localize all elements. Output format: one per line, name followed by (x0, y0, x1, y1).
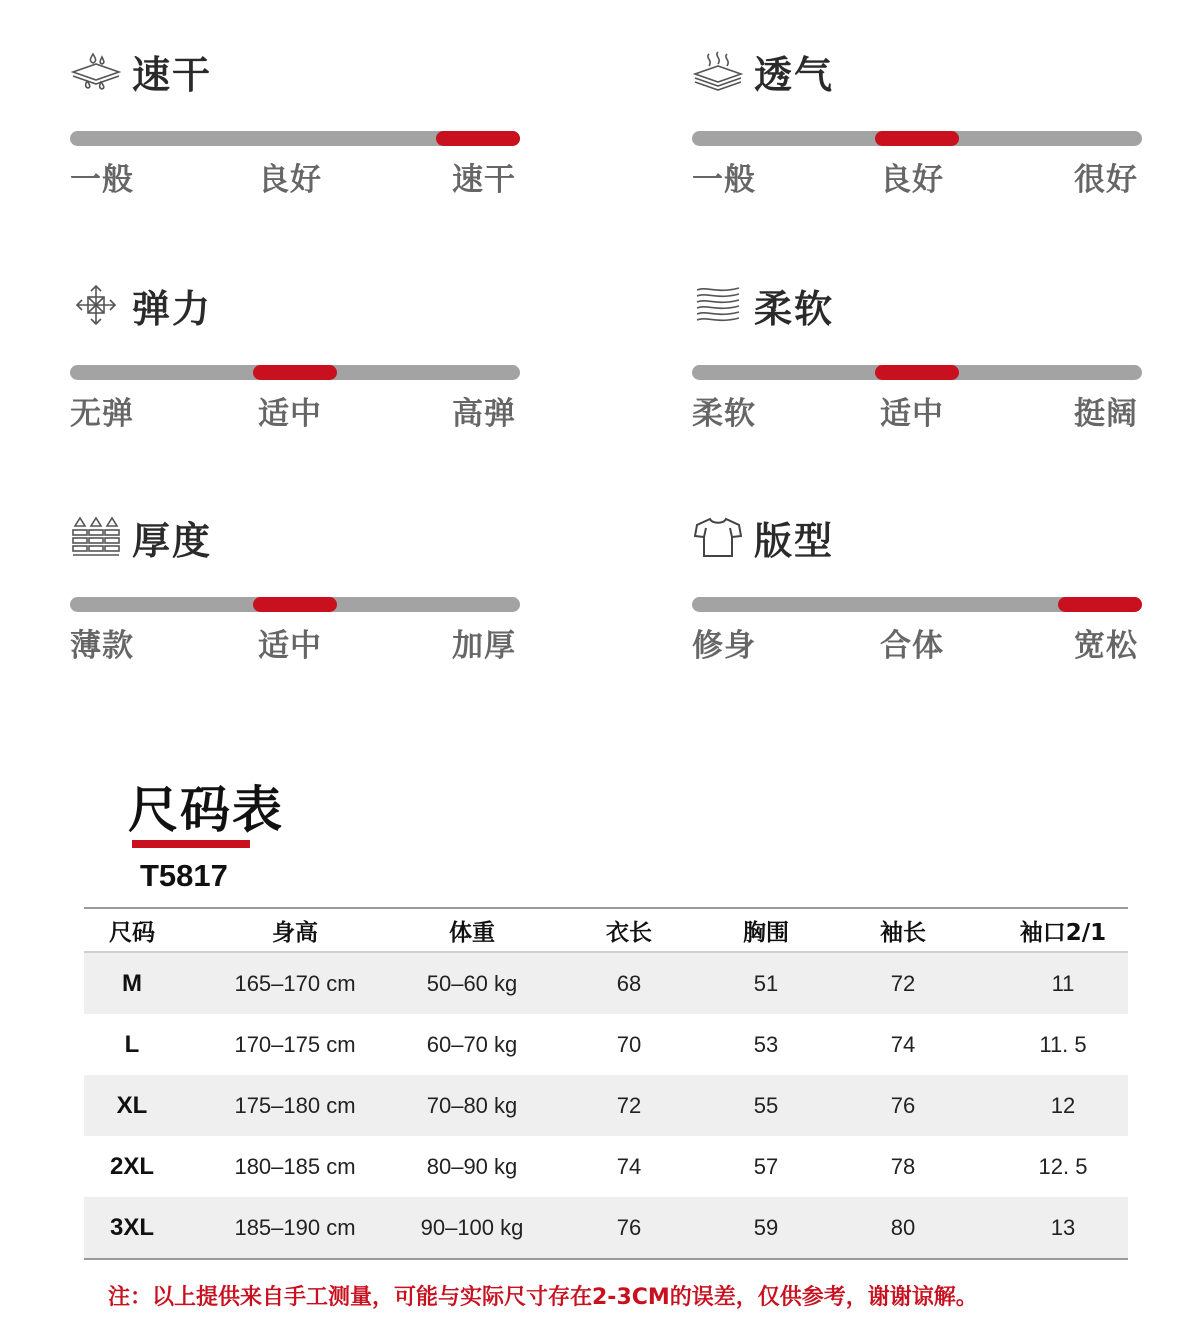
attr-quick-dry (70, 46, 522, 216)
title-underline (132, 840, 250, 848)
table-cell: 60–70 kg (426, 1031, 518, 1057)
level-labels (70, 388, 520, 432)
attr-title: 弹力 (132, 286, 213, 331)
attr-softness (692, 280, 1144, 450)
attr-title: 透气 (754, 52, 835, 97)
attr-thickness (70, 512, 522, 682)
header-cell: 身高 (272, 919, 318, 946)
level-bar (70, 365, 520, 380)
level-label-mid: 适中 (258, 628, 322, 664)
attr-stretch (70, 280, 522, 450)
table-row (84, 953, 1128, 1014)
attr-header (692, 46, 834, 96)
table-cell: 175–180 cm (234, 1092, 356, 1118)
tshirt-fit-icon (692, 515, 744, 559)
table-cell: 76 (616, 1214, 642, 1240)
table-row (84, 1197, 1128, 1258)
table-cell: 53 (753, 1031, 779, 1057)
table-cell: 185–190 cm (234, 1214, 356, 1240)
level-label-low: 无弹 (70, 396, 134, 432)
level-label-high: 速干 (452, 162, 516, 198)
table-cell: 50–60 kg (426, 970, 518, 996)
table-cell: 74 (616, 1153, 642, 1179)
level-labels (692, 620, 1142, 664)
table-cell: M (122, 969, 142, 997)
level-bar (692, 131, 1142, 146)
product-code: T5817 (140, 858, 228, 893)
table-cell: 76 (890, 1092, 916, 1118)
table-cell: 12 (1050, 1092, 1076, 1118)
table-cell: 13 (1050, 1214, 1076, 1240)
table-cell: 12. 5 (1038, 1153, 1088, 1179)
table-cell: 80–90 kg (426, 1153, 518, 1179)
level-bar (70, 131, 520, 146)
level-label-high: 挺阔 (1074, 396, 1138, 432)
level-indicator (436, 131, 520, 146)
level-label-mid: 良好 (880, 162, 944, 198)
header-cell: 袖长 (880, 919, 926, 946)
attr-header (70, 280, 212, 330)
level-labels (70, 620, 520, 664)
table-cell: 70–80 kg (426, 1092, 518, 1118)
header-cell: 袖口2/1 (1019, 919, 1107, 946)
table-row (84, 1014, 1128, 1075)
table-cell: 180–185 cm (234, 1153, 356, 1179)
table-cell: 51 (753, 970, 779, 996)
attr-title: 速干 (132, 52, 213, 97)
table-cell: 59 (753, 1214, 779, 1240)
table-cell: 11 (1051, 970, 1075, 996)
stretch-icon (70, 283, 122, 327)
level-label-low: 柔软 (692, 396, 756, 432)
level-label-mid: 良好 (258, 162, 322, 198)
table-cell: 80 (890, 1214, 916, 1240)
breathable-icon (692, 49, 744, 93)
level-labels (70, 154, 520, 198)
table-bottom-border (84, 1258, 1128, 1260)
softness-icon (692, 283, 744, 327)
header-cell: 尺码 (109, 919, 155, 946)
level-label-mid: 适中 (258, 396, 322, 432)
level-label-low: 薄款 (70, 628, 134, 664)
attr-title: 版型 (754, 518, 835, 563)
header-cell: 衣长 (606, 919, 652, 946)
level-label-high: 很好 (1074, 162, 1138, 198)
level-indicator (1058, 597, 1142, 612)
table-header-row (84, 907, 1128, 953)
header-cell: 体重 (449, 919, 495, 946)
table-row (84, 1075, 1128, 1136)
table-row (84, 1136, 1128, 1197)
table-cell: 11. 5 (1039, 1031, 1087, 1057)
table-cell: 57 (753, 1153, 779, 1179)
level-indicator (875, 365, 959, 380)
level-label-mid: 适中 (880, 396, 944, 432)
attr-fit (692, 512, 1144, 682)
table-cell: 3XL (109, 1213, 154, 1241)
level-indicator (875, 131, 959, 146)
level-label-low: 修身 (692, 628, 756, 664)
attr-header (692, 280, 834, 330)
attr-title: 柔软 (754, 286, 835, 331)
attr-breathable (692, 46, 1144, 216)
table-cell: 2XL (109, 1152, 154, 1180)
level-label-low: 一般 (70, 162, 134, 198)
table-cell: 72 (890, 970, 916, 996)
header-cell: 胸围 (743, 919, 789, 946)
thickness-icon (70, 515, 122, 559)
quick-dry-icon (70, 49, 122, 93)
level-labels (692, 388, 1142, 432)
level-indicator (253, 597, 337, 612)
table-cell: L (124, 1030, 140, 1058)
level-bar (70, 597, 520, 612)
level-label-mid: 合体 (880, 628, 944, 664)
measurement-note: 注：以上提供来自手工测量，可能与实际尺寸存在2-3CM的误差，仅供参考，谢谢谅解。 (108, 1285, 978, 1310)
table-cell: 90–100 kg (420, 1214, 524, 1240)
table-cell: 170–175 cm (234, 1031, 356, 1057)
table-cell: 72 (616, 1092, 642, 1118)
table-cell: 70 (616, 1031, 642, 1057)
level-indicator (253, 365, 337, 380)
level-label-high: 高弹 (452, 396, 516, 432)
level-labels (692, 154, 1142, 198)
attr-header (70, 512, 212, 562)
table-cell: XL (116, 1091, 148, 1119)
attr-title: 厚度 (132, 518, 213, 563)
size-chart-title: 尺码表 (128, 781, 284, 839)
table-cell: 68 (616, 970, 642, 996)
table-cell: 165–170 cm (234, 970, 356, 996)
level-label-high: 加厚 (452, 628, 516, 664)
level-label-high: 宽松 (1074, 628, 1138, 664)
level-bar (692, 597, 1142, 612)
level-label-low: 一般 (692, 162, 756, 198)
attr-header (70, 46, 212, 96)
attr-header (692, 512, 834, 562)
table-cell: 78 (890, 1153, 916, 1179)
size-table (84, 907, 1128, 1260)
table-cell: 74 (890, 1031, 916, 1057)
table-cell: 55 (753, 1092, 779, 1118)
level-bar (692, 365, 1142, 380)
